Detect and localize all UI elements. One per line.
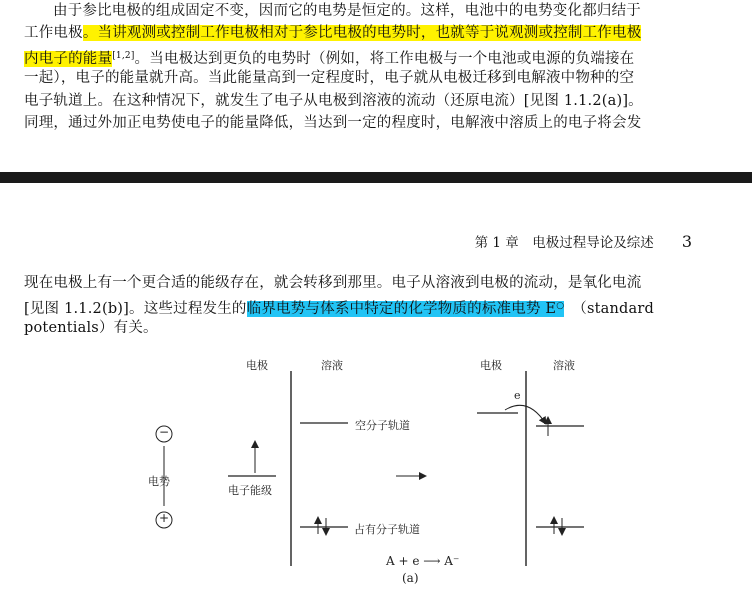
yellow-highlight-1[interactable]: 。当讲观测或控制工作电极相对于参比电极的电势时，也就等于说观测或控制工作电极 xyxy=(82,25,642,42)
top-paragraph xyxy=(24,0,724,134)
running-head xyxy=(475,231,692,251)
bottom-paragraph xyxy=(24,272,736,340)
electrode-label-left: 电极 xyxy=(246,359,268,372)
top-paragraph-line-3 xyxy=(24,45,724,67)
plus-sign: + xyxy=(159,511,170,525)
blue-highlight[interactable] xyxy=(247,301,565,317)
empty-orbital-label: 空分子轨道 xyxy=(355,419,410,432)
solution-label-left: 溶液 xyxy=(321,359,343,372)
figure-diagram xyxy=(0,346,752,593)
standard-potential-superscript: ○ xyxy=(556,300,565,311)
figure-1-1-2 xyxy=(0,346,752,593)
top-paragraph-line-1: 由于参比电极的组成固定不变，因而它的电势是恒定的。这样，电池中的电势变化都归结于 xyxy=(53,3,641,19)
yellow-highlight-2[interactable]: 内电子的能量 xyxy=(24,50,113,67)
minus-sign: − xyxy=(159,425,170,439)
top-paragraph-line-6: 同理，通过外加正电势使电子的能量降低，当达到一定的程度时，电解液中溶质上的电子将会发 xyxy=(24,114,642,131)
electron-symbol: e xyxy=(514,389,521,402)
bottom-paragraph-line-3: potentials）有关。 xyxy=(24,320,158,336)
line2-prefix: 工作电极 xyxy=(24,25,83,42)
page-top xyxy=(0,0,752,172)
figure-subcaption: (a) xyxy=(402,571,419,585)
bottom-paragraph-line-2 xyxy=(24,295,736,318)
page-divider xyxy=(0,172,752,183)
electron-energy-label: 电子能级 xyxy=(228,484,272,497)
top-paragraph-line-2 xyxy=(24,22,724,44)
electrode-label-right: 电极 xyxy=(480,359,502,372)
blue-highlight-text: 临界电势与体系中特定的化学物质的标准电势 E xyxy=(246,300,557,317)
line2-suffix: （standard xyxy=(572,300,654,317)
page-number: 3 xyxy=(681,232,692,251)
solution-label-right: 溶液 xyxy=(553,359,575,372)
potential-axis-label: 电势 xyxy=(148,475,170,488)
line2-prefix: [见图 1.1.2(b)]。这些过程发生的 xyxy=(24,300,247,317)
line3-rest: 。当电极达到更负的电势时（例如，将工作电极与一个电池或电源的负端接在 xyxy=(134,50,635,67)
occupied-orbital-label: 占有分子轨道 xyxy=(354,523,420,536)
top-paragraph-line-5: 电子轨道上。在这种情况下，就发生了电子从电极到溶液的流动（还原电流）[见图 1.1.2(a)]。 xyxy=(24,92,643,109)
reaction-equation: A + e ⟶ A⁻ xyxy=(386,554,460,568)
citation-ref: [1,2] xyxy=(112,50,135,61)
chapter-title: 第 1 章 电极过程导论及综述 xyxy=(474,235,654,251)
bottom-paragraph-line-1: 现在电极上有一个更合适的能级存在，就会转移到那里。电子从溶液到电极的流动，是氧化电流 xyxy=(24,275,642,291)
top-paragraph-line-4: 一起），电子的能量就升高。当此能量高到一定程度时，电子就从电极迁移到电解液中物种的空 xyxy=(24,70,635,87)
